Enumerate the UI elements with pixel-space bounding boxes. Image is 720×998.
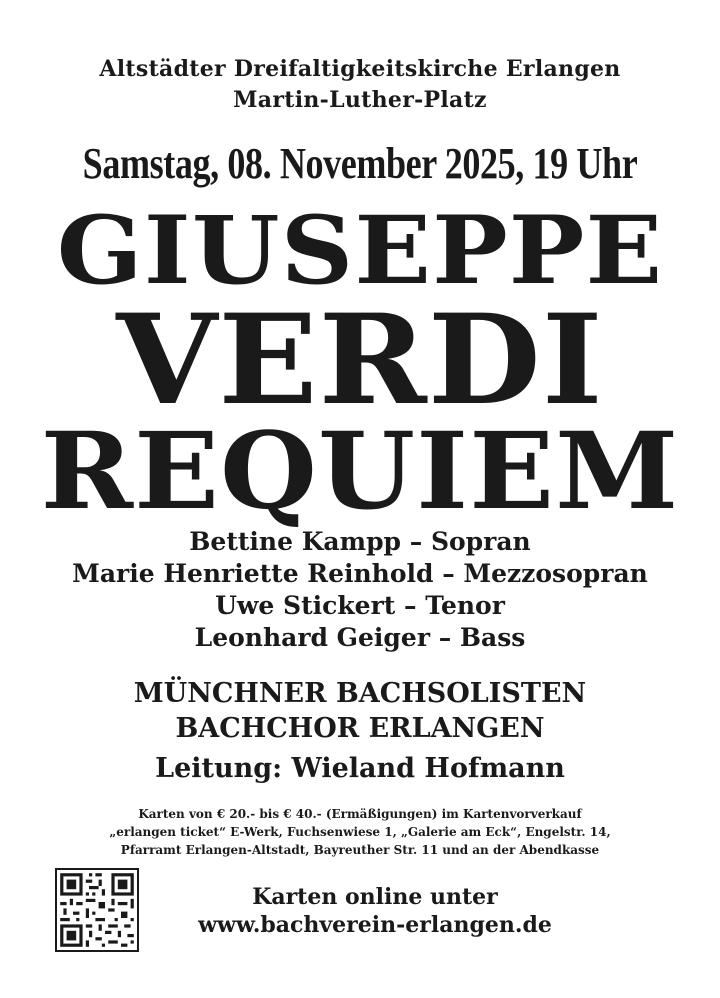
composer-last-name: VERDI: [116, 288, 604, 433]
soloist-soprano: Bettine Kampp – Sopran: [189, 527, 531, 556]
online-tickets-url[interactable]: www.bachverein-erlangen.de: [198, 912, 552, 938]
conductor-line: Leitung: Wieland Hofmann: [155, 753, 565, 784]
work-title: REQUIEM: [40, 408, 680, 533]
tickets-info-line: Karten von € 20.- bis € 40.- (Ermäßigungen) im Kartenvorverkauf: [138, 807, 582, 821]
orchestra-name: MÜNCHNER BACHSOLISTEN: [133, 678, 587, 709]
soloist-tenor: Uwe Stickert – Tenor: [215, 591, 505, 620]
event-date: Samstag, 08. November 2025, 19 Uhr: [82, 139, 638, 188]
composer-first-name: GIUSEPPE: [56, 196, 664, 306]
soloist-bass: Leonhard Geiger – Bass: [194, 623, 526, 652]
choir-name: BACHCHOR ERLANGEN: [175, 713, 545, 744]
tickets-info-line: „erlangen ticket“ E-Werk, Fuchsenwiese 1, „Galerie am Eck“, Engelstr. 14,: [109, 825, 611, 839]
qr-code-icon[interactable]: [55, 868, 139, 952]
online-tickets-label: Karten online unter: [252, 884, 498, 910]
qr-code-graphic: [57, 870, 137, 950]
soloist-mezzosoprano: Marie Henriette Reinhold – Mezzosopran: [72, 559, 648, 588]
venue-place: Martin-Luther-Platz: [233, 87, 487, 113]
tickets-info-line: Pfarramt Erlangen-Altstadt, Bayreuther Str. 11 und an der Abendkasse: [120, 843, 600, 857]
venue-church: Altstädter Dreifaltigkeitskirche Erlangen: [99, 56, 621, 82]
